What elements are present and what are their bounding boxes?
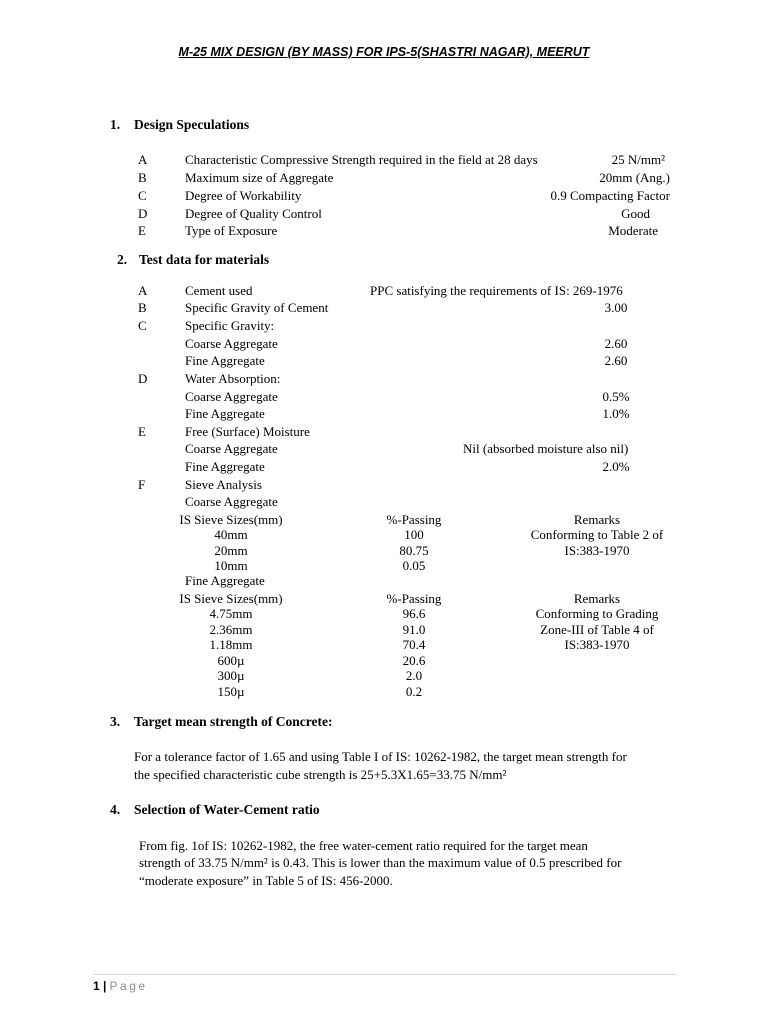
page-footer [93, 978, 148, 994]
fine-passing: 2.0 [405, 668, 423, 683]
page-separator: | [102, 979, 107, 993]
s2-d-coarse-value: 0.5% [602, 389, 630, 404]
fine-remark: Conforming to Grading [535, 606, 659, 621]
fine-remark: Zone-III of Table 4 of [540, 622, 654, 637]
s2-b-key: B [138, 300, 147, 315]
s2-e-fine-label: Fine Aggregate [185, 459, 265, 474]
coarse-sieve-size: 20mm [214, 543, 248, 558]
fine-sieve-size: 600µ [217, 653, 245, 668]
fine-sieve-size: 150µ [217, 684, 245, 699]
s1-row-label: Type of Exposure [185, 223, 278, 238]
s1-number: 1. [110, 117, 121, 132]
s1-row-value: 0.9 Compacting Factor [550, 188, 670, 203]
s2-number: 2. [117, 252, 128, 267]
s2-d-fine-label: Fine Aggregate [185, 406, 265, 421]
s1-row-value: Moderate [608, 223, 658, 238]
s1-row-key: E [138, 223, 146, 238]
s3-number: 3. [110, 714, 121, 729]
fine-sieve-label: Fine Aggregate [185, 573, 265, 588]
coarse-passing: 80.75 [399, 543, 429, 558]
s1-row-key: C [138, 188, 147, 203]
s2-d-coarse-label: Coarse Aggregate [185, 389, 278, 404]
s2-c-fine-label: Fine Aggregate [185, 353, 265, 368]
s3-paragraph-line: For a tolerance factor of 1.65 and using Table I of IS: 10262-1982, the target mean strength for [134, 749, 627, 764]
s1-row-label: Degree of Workability [185, 188, 302, 203]
s2-heading: Test data for materials [139, 252, 270, 267]
fine-passing: 91.0 [402, 622, 426, 637]
coarse-header-remarks: Remarks [573, 512, 621, 527]
s2-b-value: 3.00 [604, 300, 628, 315]
s2-c-coarse-value: 2.60 [604, 336, 628, 351]
page-word: Page [109, 979, 148, 993]
footer-rule [93, 974, 676, 975]
fine-sieve-size: 4.75mm [209, 606, 253, 621]
fine-header-remarks: Remarks [573, 591, 621, 606]
s2-c-fine-value: 2.60 [604, 353, 628, 368]
fine-sieve-size: 2.36mm [209, 622, 253, 637]
s2-c-label: Specific Gravity: [185, 318, 275, 333]
s1-heading: Design Speculations [134, 117, 250, 132]
coarse-remark: Conforming to Table 2 of [530, 527, 664, 542]
s2-f-key: F [138, 477, 146, 492]
document-title: M-25 MIX DESIGN (BY MASS) FOR IPS-5(SHASTRI NAGAR), MEERUT [178, 45, 590, 59]
s4-number: 4. [110, 802, 121, 817]
s1-row-label: Maximum size of Aggregate [185, 170, 334, 185]
fine-passing: 70.4 [402, 637, 426, 652]
fine-passing: 0.2 [405, 684, 423, 699]
s1-row-label: Degree of Quality Control [185, 206, 322, 221]
s2-b-label: Specific Gravity of Cement [185, 300, 329, 315]
s2-e-key: E [138, 424, 146, 439]
s2-e-coarse-label: Coarse Aggregate [185, 441, 278, 456]
fine-sieve-size: 300µ [217, 668, 245, 683]
s4-heading: Selection of Water-Cement ratio [134, 802, 320, 817]
s3-paragraph-line: the specified characteristic cube strength is 25+5.3X1.65=33.75 N/mm² [134, 767, 507, 782]
fine-header-sieve: IS Sieve Sizes(mm) [179, 591, 283, 606]
s1-row-key: B [138, 170, 147, 185]
s2-c-key: C [138, 318, 147, 333]
s4-paragraph-line: strength of 33.75 N/mm² is 0.43. This is lower than the maximum value of 0.5 prescribed for [139, 855, 622, 870]
s1-row-value: 20mm (Ang.) [599, 170, 670, 185]
s2-d-label: Water Absorption: [185, 371, 281, 386]
s2-e-coarse-value: Nil (absorbed moisture also nil) [463, 441, 629, 456]
coarse-passing: 0.05 [402, 558, 426, 573]
fine-header-passing: %-Passing [386, 591, 442, 606]
s1-row-key: D [138, 206, 148, 221]
s2-a-key: A [138, 283, 148, 298]
s2-d-key: D [138, 371, 148, 386]
s1-row-value: 25 N/mm² [611, 152, 665, 167]
fine-passing: 96.6 [402, 606, 426, 621]
coarse-sieve-label: Coarse Aggregate [185, 494, 278, 509]
coarse-passing: 100 [404, 527, 424, 542]
coarse-sieve-size: 40mm [214, 527, 248, 542]
coarse-header-sieve: IS Sieve Sizes(mm) [179, 512, 283, 527]
coarse-header-passing: %-Passing [386, 512, 442, 527]
s2-d-fine-value: 1.0% [602, 406, 630, 421]
s2-c-coarse-label: Coarse Aggregate [185, 336, 278, 351]
s4-paragraph-line: From fig. 1of IS: 10262-1982, the free water-cement ratio required for the target mean [139, 838, 588, 853]
page-number: 1 [93, 979, 100, 993]
s2-e-fine-value: 2.0% [602, 459, 630, 474]
coarse-remark: IS:383-1970 [564, 543, 630, 558]
s2-e-label: Free (Surface) Moisture [185, 424, 310, 439]
fine-passing: 20.6 [402, 653, 426, 668]
s2-f-label: Sieve Analysis [185, 477, 262, 492]
s1-row-key: A [138, 152, 148, 167]
s4-paragraph-line: “moderate exposure” in Table 5 of IS: 456-2000. [139, 873, 393, 888]
s3-heading: Target mean strength of Concrete: [134, 714, 333, 729]
coarse-sieve-size: 10mm [214, 558, 248, 573]
s1-row-value: Good [621, 206, 650, 221]
s1-row-label: Characteristic Compressive Strength required in the field at 28 days [185, 152, 538, 167]
s2-a-label: Cement used [185, 283, 253, 298]
fine-sieve-size: 1.18mm [209, 637, 253, 652]
fine-remark: IS:383-1970 [564, 637, 630, 652]
s2-a-value: PPC satisfying the requirements of IS: 269-1976 [370, 283, 623, 298]
